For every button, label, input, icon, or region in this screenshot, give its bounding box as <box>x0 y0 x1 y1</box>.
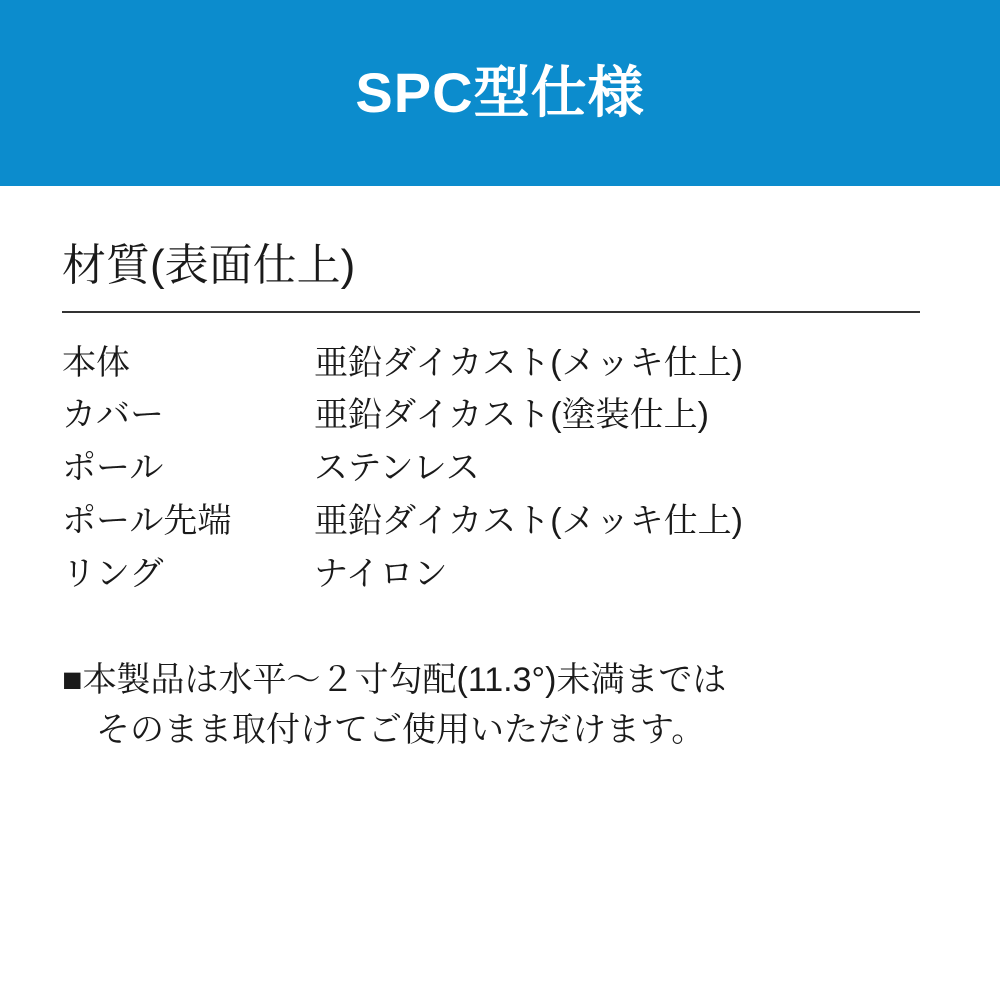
spec-label: 本体 <box>62 343 130 382</box>
spec-label: カバー <box>62 396 164 435</box>
spec-value: ナイロン <box>314 554 448 593</box>
spec-value: 亜鉛ダイカスト(塗装仕上) <box>314 396 709 435</box>
installation-note <box>62 656 938 755</box>
section-title-material: 材質(表面仕上) <box>62 241 356 290</box>
table-row <box>62 495 743 548</box>
note-text-line-1: 本製品は水平～２寸勾配(11.3°)未満までは <box>82 661 727 700</box>
header-banner <box>0 0 1000 186</box>
note-bullet-marker: ■ <box>62 661 83 700</box>
spec-label: ポール先端 <box>62 501 232 540</box>
spec-value: 亜鉛ダイカスト(メッキ仕上) <box>314 501 743 540</box>
material-spec-table <box>62 337 743 600</box>
spec-label: ポール <box>62 449 164 488</box>
content-area <box>0 186 1000 755</box>
table-row <box>62 548 743 601</box>
page-title: SPC型仕様 <box>355 61 645 124</box>
section-divider <box>62 311 920 313</box>
table-row <box>62 389 743 442</box>
spec-value: 亜鉛ダイカスト(メッキ仕上) <box>314 343 743 382</box>
spec-value: ステンレス <box>314 449 480 488</box>
table-row <box>62 442 743 495</box>
note-text-line-2: そのまま取付けてご使用いただけます。 <box>96 710 706 749</box>
spec-label: リング <box>62 554 164 593</box>
table-row <box>62 337 743 390</box>
note-first-line <box>62 656 938 705</box>
